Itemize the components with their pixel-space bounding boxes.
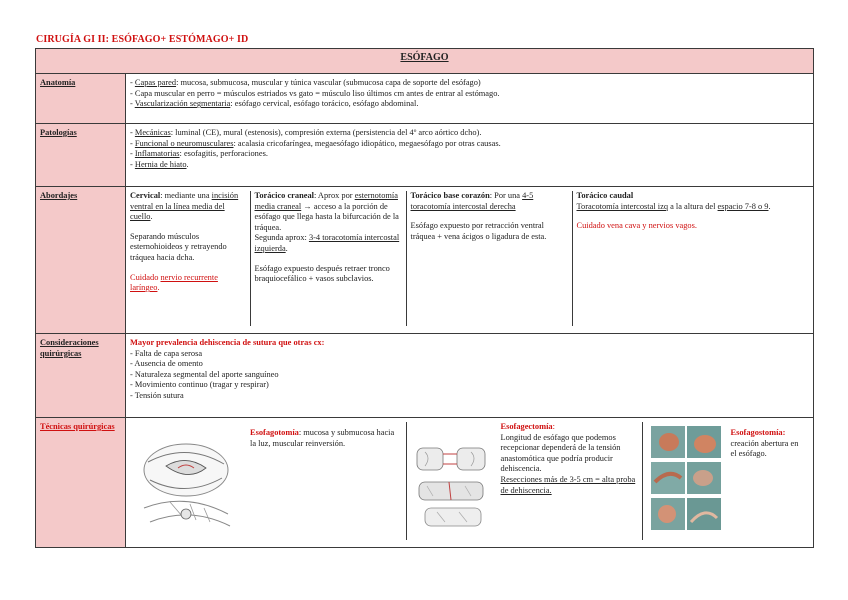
esofagectomia-desc: Longitud de esófago que podemos recepcionar dependerá de la tensión anastomótica que podría producir dehiscencia. [500, 432, 621, 474]
craneal-text-4: Segunda aprox: [254, 233, 309, 243]
patologias-line-4: - Hernia de hiato. [130, 159, 189, 169]
base-toracotomia: 4-5 toracotomía intercostal derecha [410, 191, 534, 211]
abordajes-grid [130, 191, 809, 326]
base-p2: Esófago expuesto por retracción ventral tráquea + vena ácigos o ligadura de esta. [410, 221, 547, 241]
anatomia-line-2: - Capa muscular en perro = músculos estriados vs gato = músculo liso últimos cm antes de entrar al estómago. [130, 88, 500, 98]
capas-pared-term: Capas pared [134, 78, 177, 87]
cervical-text-3: . [150, 212, 153, 222]
abordajes-content [126, 187, 814, 334]
caudal-title: Torácico caudal [576, 191, 634, 200]
row-label-anatomia: Anatomía [36, 74, 126, 124]
section-header [36, 49, 814, 74]
row-label-tecnicas: Técnicas quirúrgicas [36, 418, 126, 548]
esofago-table [35, 48, 814, 548]
caudal-p2: Cuidado vena cava y nervios vagos. [576, 221, 697, 231]
consideracion-item: - Ausencia de omento [130, 359, 203, 369]
tecnica-esofagotomia [130, 422, 406, 540]
patologias-text-3: : esofagitis, perforaciones. [179, 149, 268, 159]
anatomia-line-1: - Capas pared: mucosa, submucosa, muscular y túnica vascular (submucosa capa de soporte del esófago) [130, 78, 481, 87]
patologias-text-4: . [186, 159, 189, 169]
esofagotomia-title: Esofagotomía [250, 428, 299, 437]
anatomia-line-3: - Vascularización segmentaria: esófago cervical, esófago torácico, esófago abdominal. [130, 99, 419, 109]
tecnicas-content [126, 418, 814, 548]
inflamatorias-term: Inflamatorias [134, 149, 180, 159]
craneal-text-1: : Aprox por [313, 191, 355, 200]
anatomia-text-1: : mucosa, submucosa, muscular y túnica vascular (submucosa capa de soporte del esófago) [176, 78, 481, 87]
patologias-content [126, 124, 814, 187]
patologias-text-1: : luminal (CE), mural (estenosis), compresión externa (persistencia del 4º arco aórtico dcho). [170, 128, 482, 137]
abordaje-base-corazon [406, 191, 572, 326]
craneal-title: Torácico craneal [254, 191, 314, 200]
craneal-p1b [255, 233, 402, 254]
cervical-p3 [130, 273, 246, 294]
vascularizacion-term: Vascularización segmentaria [134, 99, 231, 109]
anatomia-text-3: : esófago cervical, esófago torácico, esófago abdominal. [230, 99, 419, 109]
patologias-line-3: - Inflamatorias: esofagitis, perforaciones. [130, 149, 268, 159]
patologias-line-2: - Funcional o neuromusculares: acalasia cricofaríngea, megaesófago idiopático, megaesófago por otras causas. [130, 138, 501, 148]
esofagectomia-colon: : [552, 422, 555, 431]
cervical-p3-end: . [157, 283, 160, 293]
row-label-abordajes: Abordajes [36, 187, 126, 334]
craneal-text-6: . [285, 243, 288, 253]
consideraciones-heading: Mayor prevalencia dehiscencia de sutura que otras cx: [130, 338, 325, 347]
base-p1 [411, 191, 534, 211]
consideracion-item: - Naturaleza segmental del aporte sanguíneo [130, 369, 279, 379]
esofagostomia-photo [647, 422, 723, 534]
section-title: ESÓFAGO [400, 52, 449, 63]
esofagectomia-illustration [411, 422, 493, 534]
esofagectomia-note: Resecciones más de 3-5 cm = alta proba de dehiscencia. [500, 474, 636, 495]
esofagectomia-title-line [501, 422, 638, 433]
esofagotomia-illustration [130, 422, 242, 534]
mecanicas-term: Mecánicas [134, 128, 171, 137]
cervical-incision: incisión ventral en la línea media del cuello [130, 191, 239, 222]
patologias-line-1: - Mecánicas: luminal (CE), mural (estenosis), compresión externa (persistencia del 4º arco aórtico dcho). [130, 128, 482, 137]
funcional-term: Funcional o neuromusculares [134, 138, 234, 148]
craneal-esternotomia: esternotomía media craneal [254, 191, 398, 211]
tecnica-esofagostomia [642, 422, 809, 540]
esofagectomia-title: Esofagectomía [500, 422, 553, 431]
base-title: Torácico base corazón [410, 191, 490, 200]
consideracion-item: - Falta de capa serosa [130, 348, 203, 358]
cervical-text-1: : mediante una [160, 191, 212, 200]
caudal-text-4: . [768, 201, 771, 211]
abordaje-cervical [130, 191, 250, 326]
anatomia-content [126, 74, 814, 124]
cervical-title: Cervical [130, 191, 161, 200]
patologias-text-2: : acalasia cricofaríngea, megaesófago idiopático, megaesófago por otras causas. [233, 138, 501, 148]
consideracion-item: - Tensión sutura [130, 390, 184, 400]
esofagotomia-text [250, 428, 394, 448]
craneal-text-3: → acceso a la porción de esófago que llega hasta la bifurcación de la tráquea. [254, 201, 399, 232]
cervical-cuidado: Cuidado [130, 272, 161, 282]
craneal-p1 [255, 191, 399, 232]
consideracion-item: - Movimiento continuo (tragar y respirar) [130, 380, 269, 390]
caudal-p1 [577, 202, 806, 213]
base-text-1: : Por una [489, 191, 523, 200]
tecnicas-grid [130, 422, 809, 540]
abordaje-toracico-craneal [250, 191, 406, 326]
craneal-toracotomia: 3-4 toracotomía intercostal izquierda [254, 233, 400, 253]
esofagostomia-desc: creación abertura en el esófago. [730, 438, 799, 459]
cervical-p1 [130, 191, 238, 221]
esofagostomia-title: Esofagostomía: [730, 428, 786, 437]
caudal-text-2: a la altura del [668, 201, 718, 211]
consideraciones-content [126, 334, 814, 418]
tecnica-esofagectomia [406, 422, 642, 540]
page-title: CIRUGÍA GI II: ESÓFAGO+ ESTÓMAGO+ ID [36, 34, 249, 45]
caudal-toracotomia: Toracotomía intercostal izq [576, 201, 669, 211]
caudal-espacio: espacio 7-8 o 9 [717, 201, 769, 211]
hernia-term: Hernia de hiato [134, 159, 187, 169]
row-label-consideraciones: Consideraciones quirúrgicas [36, 334, 126, 418]
craneal-p2: Esófago expuesto después retraer tronco braquiocefálico + vasos subclavios. [254, 263, 390, 284]
esofagotomia-desc: : mucosa y submucosa hacia la luz, muscular reinversión. [250, 428, 395, 448]
row-label-patologias: Patologías [36, 124, 126, 187]
abordaje-toracico-caudal [572, 191, 809, 326]
cervical-p2: Separando músculos esternohioideos y retrayendo tráquea hacia dcha. [130, 231, 227, 262]
cervical-nervio: nervio recurrente laríngeo [130, 272, 218, 293]
